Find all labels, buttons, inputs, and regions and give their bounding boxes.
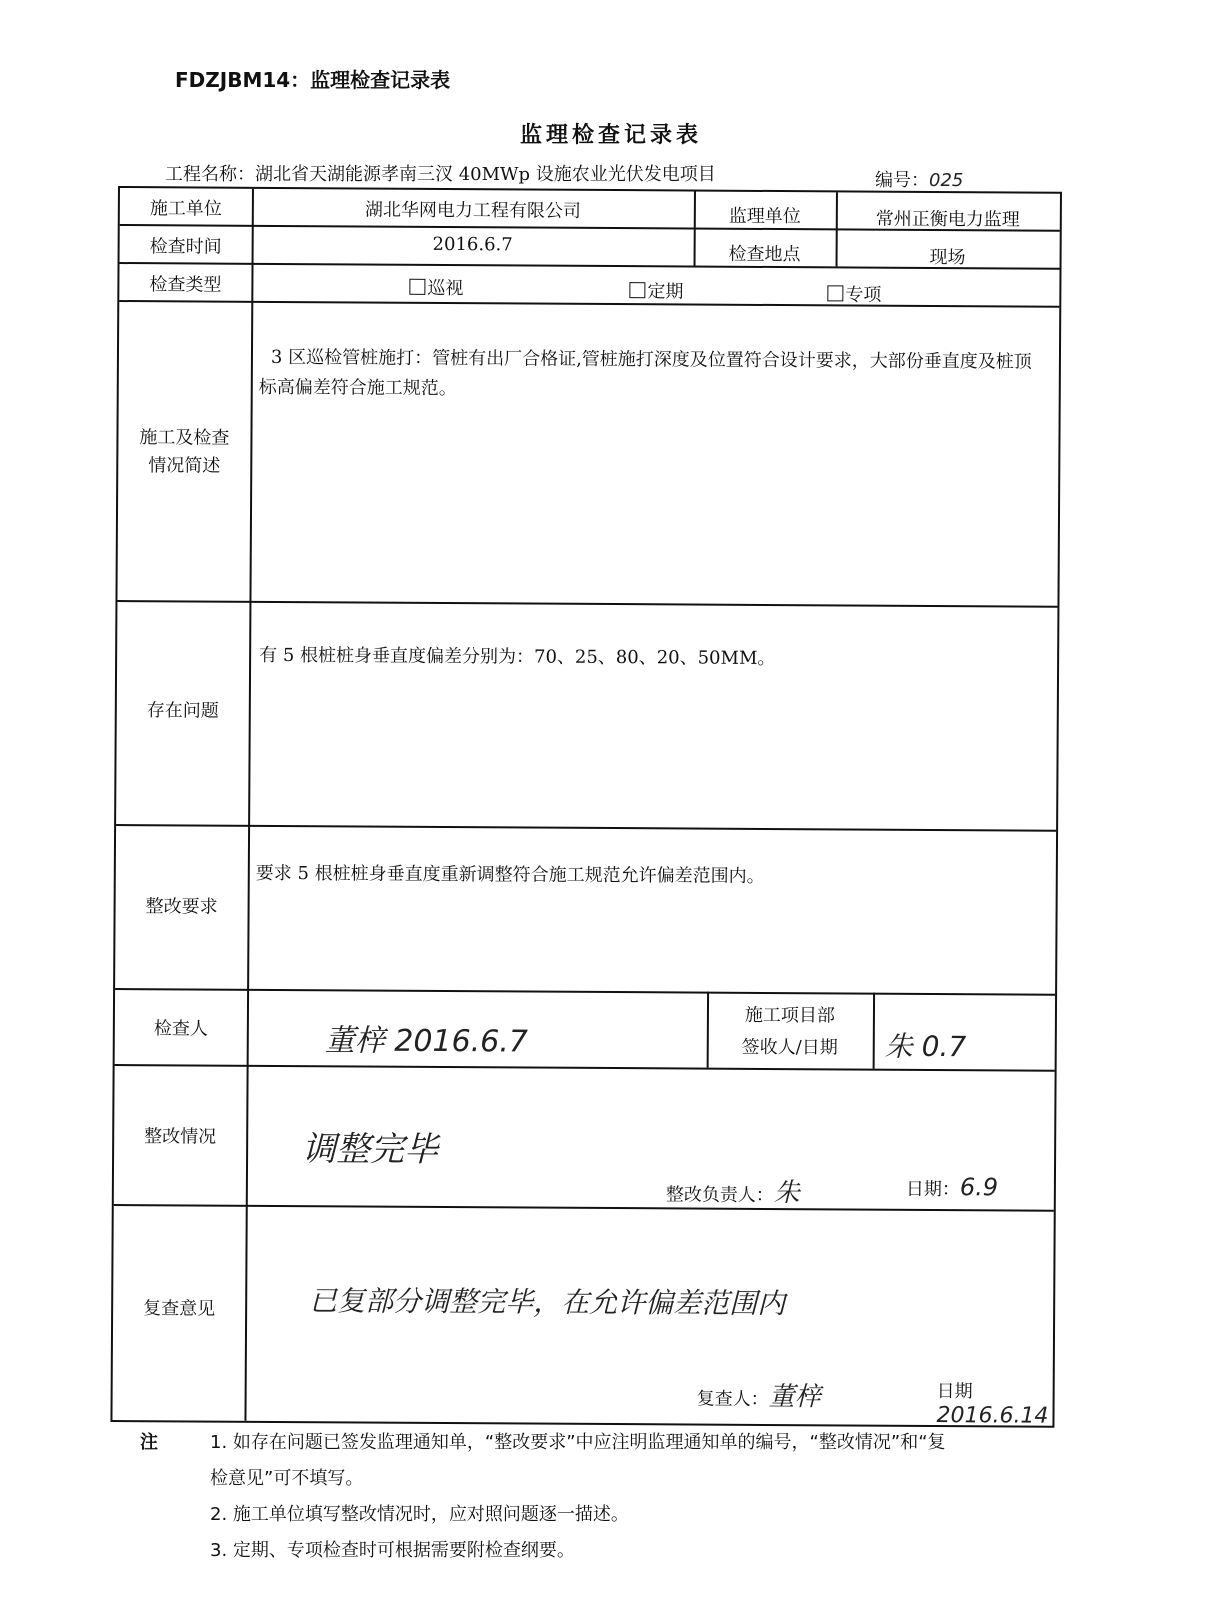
rectify-requirement-label: 整改要求 [145, 896, 218, 918]
check-type-regular[interactable] [629, 277, 683, 303]
receiver-signature: 朱 0.7 [884, 1029, 967, 1064]
note-text: 2. 施工单位填写整改情况时，应对照问题逐一描述。 [210, 1504, 629, 1525]
construction-unit-label: 施工单位 [149, 198, 222, 220]
rectify-person-label: 整改负责人： [665, 1184, 774, 1207]
document-code: FDZJBM14：监理检查记录表 [175, 68, 451, 92]
row-divider [119, 300, 1059, 307]
note-text: 检意见”可不填写。 [210, 1468, 364, 1489]
check-type-option: 专项 [845, 284, 882, 306]
check-place-label: 检查地点 [728, 243, 801, 266]
supervision-unit-value: 常州正衡电力监理 [875, 208, 1020, 231]
reviewer [697, 1376, 821, 1414]
review-text: 已复部分调整完毕，在允许偏差范围内 [309, 1284, 786, 1321]
record-number [875, 166, 963, 192]
problem-label: 存在问题 [146, 700, 219, 722]
rectify-date-value: 6.9 [959, 1173, 999, 1202]
checkbox-icon[interactable] [629, 282, 645, 298]
inspector-label: 检查人 [153, 1018, 208, 1040]
note-text: 3. 定期、专项检查时可根据需要附检查纲要。 [210, 1540, 575, 1561]
inspector-signature: 董梓 2016.6.7 [324, 1023, 529, 1060]
receiver-label [707, 1000, 873, 1065]
rectify-date [906, 1173, 998, 1202]
project-line [165, 160, 716, 186]
number-label: 编号： [875, 170, 929, 191]
project-name: 湖北省天湖能源孝南三汊 40MWp 设施农业光伏发电项目 [255, 164, 716, 185]
rectify-date-label: 日期： [905, 1178, 960, 1201]
checkbox-icon[interactable] [827, 285, 843, 301]
construction-unit-value: 湖北华网电力工程有限公司 [364, 199, 581, 222]
check-type-option: 定期 [647, 281, 684, 303]
row-divider [115, 988, 1055, 995]
review-date-value: 2016.6.14 [936, 1403, 1049, 1429]
check-type-label: 检查类型 [149, 274, 222, 296]
rectify-status-label: 整改情况 [144, 1126, 217, 1148]
check-type-special[interactable] [827, 280, 881, 306]
document-title: 监理检查记录表 [519, 123, 702, 148]
summary-label-line: 情况简述 [148, 455, 221, 477]
check-type-patrol[interactable] [409, 274, 463, 300]
receiver-label-line: 施工项目部 [744, 1004, 836, 1027]
review-date-label: 日期 [936, 1381, 973, 1403]
note-mark: 注 [140, 1432, 158, 1453]
note-item [140, 1425, 946, 1461]
row-divider [116, 824, 1056, 831]
row-divider [117, 600, 1057, 607]
number-value: 025 [929, 170, 964, 191]
rectify-person [666, 1171, 800, 1209]
reviewer-label: 复查人： [696, 1388, 769, 1410]
note-item [140, 1497, 946, 1533]
notes-section [140, 1425, 946, 1569]
supervision-unit-label: 监理单位 [728, 205, 801, 228]
check-time-label: 检查时间 [149, 236, 222, 258]
note-item [140, 1533, 946, 1569]
checkbox-icon[interactable] [409, 279, 425, 295]
rectify-status-text: 调整完毕 [301, 1129, 439, 1170]
record-form [110, 186, 1062, 1428]
reviewer-signature: 董梓 [768, 1381, 821, 1413]
check-time-value: 2016.6.7 [432, 233, 513, 256]
project-label: 工程名称： [165, 164, 255, 185]
rectify-person-signature: 朱 [773, 1178, 800, 1209]
problem-text: 有 5 根桩桩身垂直度偏差分别为：70、25、80、20、50MM。 [259, 644, 776, 670]
review-label: 复查意见 [143, 1298, 216, 1320]
check-type-option: 巡视 [427, 277, 464, 300]
receiver-label-line: 签收人/日期 [741, 1036, 838, 1059]
note-text: 1. 如存在问题已签发监理通知单，“整改要求”中应注明监理通知单的编号，“整改情况”和“复 [210, 1432, 946, 1453]
summary-text: 3 区巡检管桩施打：管桩有出厂合格证,管桩施打深度及位置符合设计要求，大部份垂直度及桩顶标高偏差符合施工规范。 [258, 346, 1032, 400]
rectify-requirement-text: 要求 5 根桩桩身垂直度重新调整符合施工规范允许偏差范围内。 [255, 862, 765, 887]
row-divider [115, 1064, 1055, 1071]
row-divider [114, 1204, 1054, 1211]
summary-label-line: 施工及检查 [139, 427, 230, 449]
check-place-value: 现场 [929, 246, 966, 269]
note-item [140, 1461, 946, 1497]
label-column-divider [244, 189, 253, 1421]
review-date [936, 1377, 1052, 1429]
summary-label [118, 424, 250, 481]
